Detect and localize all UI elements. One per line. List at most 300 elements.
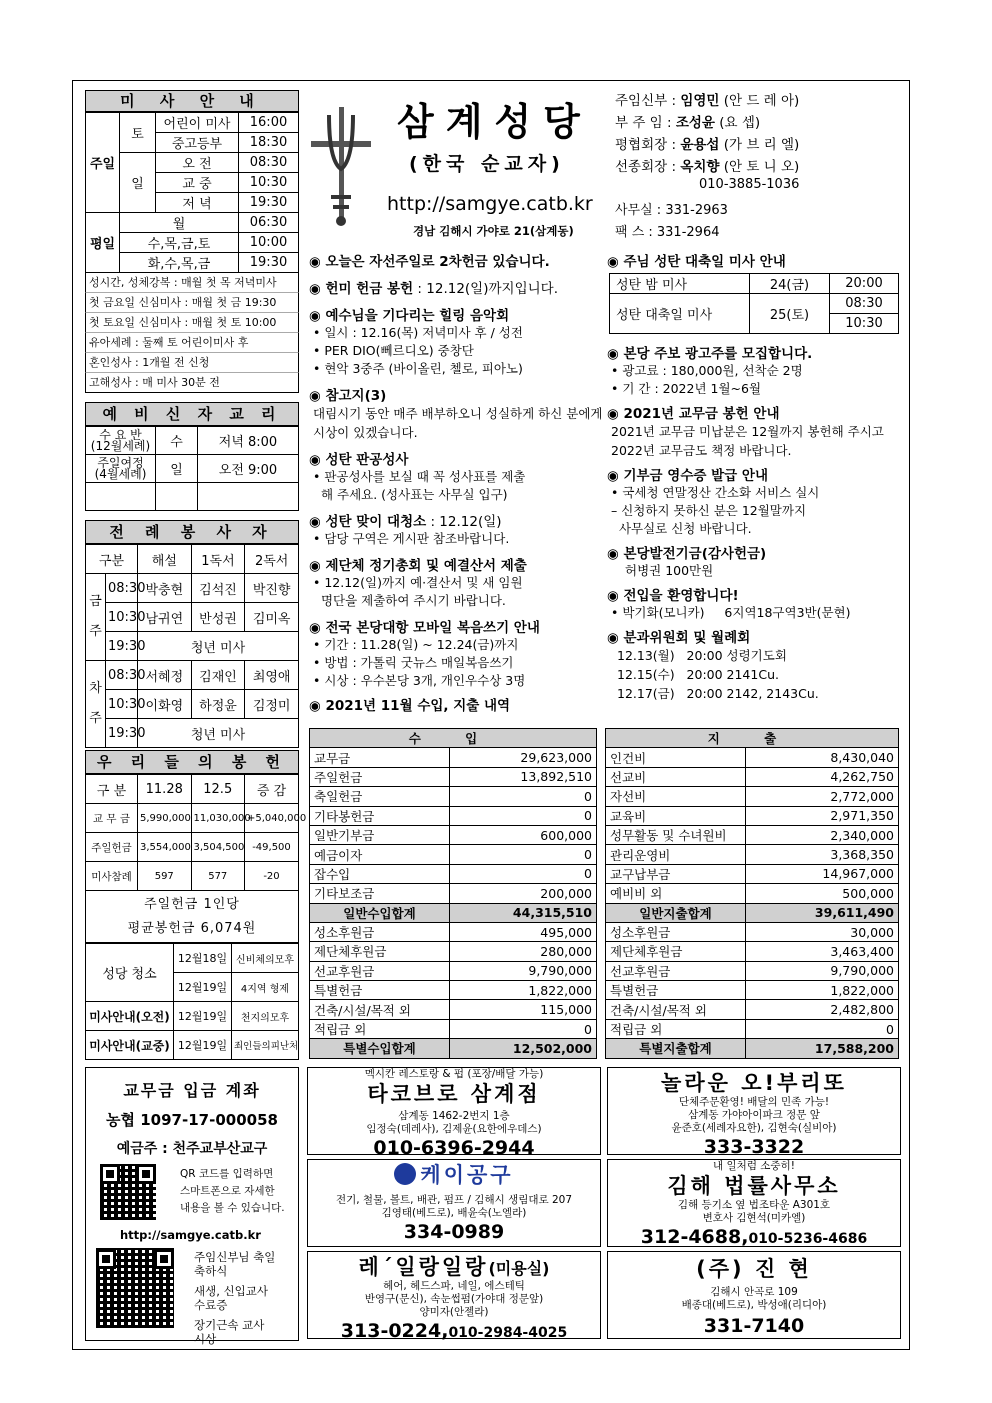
catechism-class — [86, 427, 156, 455]
finance-item: 주일헌금 — [310, 767, 450, 786]
finance-row — [310, 864, 597, 883]
offering-value: 597 — [138, 862, 192, 891]
finance-item: 교무금 — [310, 748, 450, 767]
duty-date: 12월19일 — [174, 973, 232, 1002]
finance-item: 성소후원금 — [310, 922, 450, 941]
offering-row-label: 주일헌금 — [86, 833, 138, 862]
ad-salon — [307, 1251, 601, 1342]
news-heading: ◉ 주님 성탄 대축일 미사 안내 — [607, 254, 786, 270]
cross-logo-icon — [309, 105, 373, 229]
duty-who: 죄인들의피난처 — [232, 1031, 299, 1060]
finance-item: 적립금 외 — [310, 1019, 450, 1038]
church-address: 경남 김해시 가야로 21(삼계동) — [413, 224, 574, 238]
server-time: 08:30 — [106, 661, 138, 690]
servers-col: 구분 — [86, 545, 138, 574]
catechism-class — [86, 455, 156, 483]
mass-name: 중고등부 — [156, 133, 239, 153]
class-sub: (12월세례) — [90, 438, 151, 453]
expense-table — [605, 728, 899, 1059]
finance-amount: 0 — [450, 1019, 597, 1038]
news-item: 12.13(월) 20:00 성령기도회 — [617, 648, 787, 663]
prayer-item: 주임신부님 축일 — [194, 1250, 276, 1264]
offering-value: -49,500 — [245, 833, 299, 862]
duty-date: 12월19일 — [174, 1002, 232, 1031]
news-item: • 기간 : 11.28(일) ~ 12.24(금)까지 — [313, 637, 519, 652]
staff-saint: (가 브 리 엘) — [723, 137, 800, 153]
offering-value: 11,030,000 — [191, 804, 245, 833]
ad-tagline: 멕시칸 레스토랑 & 펍 (포장/배달 가능) — [364, 1068, 544, 1080]
mass-time: 18:30 — [239, 133, 299, 153]
class-name: 주일여정 — [97, 455, 144, 470]
news-item: • 기 간 : 2022년 1월~6월 — [611, 381, 762, 396]
offering-value: +5,040,000 — [245, 804, 299, 833]
finance-item: 자선비 — [606, 787, 746, 806]
account-owner: 예금주 : 천주교부산교구 — [116, 1141, 268, 1157]
server-name: 남귀연 — [138, 603, 192, 632]
staff-role: 주임신부 : — [615, 93, 677, 109]
ad-name-text: 케이공구 — [420, 1163, 514, 1187]
servers-header: 전 례 봉 사 자 — [85, 520, 299, 544]
staff-row — [615, 89, 905, 111]
duty-date: 12월18일 — [174, 944, 232, 973]
finance-row — [310, 1019, 597, 1038]
news-heading: ◉ 2021년 11월 수입, 지출 내역 — [309, 698, 511, 714]
finance-amount: 280,000 — [450, 942, 597, 961]
news-item: 해 주세요. (성사표는 사무실 입구) — [313, 487, 508, 502]
finance-row — [606, 787, 899, 806]
staff-saint: (요 셉) — [719, 115, 761, 131]
prayer-item: 시상 — [194, 1332, 217, 1346]
finance-item: 선교후원금 — [606, 961, 746, 980]
news-heading: ◉ 분과위원회 및 월례회 — [607, 630, 751, 646]
news-item: 12.17(금) 20:00 2142, 2143Cu. — [617, 686, 819, 701]
finance-amount: 600,000 — [450, 825, 597, 844]
news-item: 허병권 100만원 — [625, 563, 714, 578]
news-item: • 현악 3중주 (바이올린, 첼로, 피아노) — [313, 361, 523, 376]
finance-amount: 12,502,000 — [450, 1039, 597, 1058]
xmas-mass-time: 08:30 — [830, 294, 899, 314]
server-name: 서혜정 — [138, 661, 192, 690]
ad-owner: 윤준호(세례자요한), 김현숙(실비아) — [671, 1122, 837, 1134]
offering-col: 11.28 — [138, 775, 192, 804]
finance-amount: 2,340,000 — [746, 825, 899, 844]
news-heading: ◉ 참고지(3) — [309, 388, 387, 404]
finance-item: 건축/시설/목적 외 — [606, 1000, 746, 1019]
ad-name — [308, 1162, 600, 1188]
finance-row — [310, 922, 597, 941]
finance-amount: 17,588,200 — [746, 1039, 899, 1058]
ad-phone: 010-5236-4686 — [748, 1231, 868, 1247]
mass-name: 월 — [120, 213, 239, 233]
empty-cell — [198, 483, 299, 511]
finance-amount: 39,611,490 — [746, 903, 899, 922]
mass-time: 10:00 — [239, 233, 299, 253]
offering-col: 증 감 — [245, 775, 299, 804]
class-name: 수 요 반 — [99, 427, 142, 442]
news-column — [309, 247, 605, 714]
prayer-item: 수료증 — [194, 1298, 228, 1312]
finance-amount: 0 — [450, 787, 597, 806]
ad-phone: 331-7140 — [703, 1315, 805, 1337]
offering-col: 12.5 — [191, 775, 245, 804]
offering-header: 우 리 들 의 봉 헌 — [85, 750, 299, 774]
finance-amount: 3,368,350 — [746, 845, 899, 864]
news-item: • 12.12(일)까지 예·결산서 및 새 임원 — [313, 575, 523, 590]
duty-label: 미사안내(교중) — [86, 1031, 174, 1060]
news-heading: ◉ 오늘은 자선주일로 2차헌금 있습니다. — [309, 254, 550, 270]
sunday-label: 주일 — [86, 113, 120, 213]
mass-name: 교 중 — [156, 173, 239, 193]
finance-amount: 0 — [450, 845, 597, 864]
finance-row — [606, 961, 899, 980]
left-column — [85, 90, 307, 1060]
staff-phone: 010-3885-1036 — [699, 177, 800, 192]
finance-amount: 0 — [450, 864, 597, 883]
finance-item: 예비비 외 — [606, 884, 746, 903]
next-week-label: 차 주 — [86, 661, 106, 748]
news-item: • 방법 : 가톨릭 굿뉴스 매일복음쓰기 — [313, 655, 514, 670]
finance-row — [606, 903, 899, 922]
finance-row — [606, 942, 899, 961]
duty-date: 12월19일 — [174, 1031, 232, 1060]
ad-phone: 010-6396-2944 — [373, 1137, 535, 1159]
finance-item: 건축/시설/목적 외 — [310, 1000, 450, 1019]
prayer-item: 축하식 — [194, 1264, 228, 1278]
mass-time: 19:30 — [239, 193, 299, 213]
news-paragraph: 대림시기 동안 매주 배부하오니 성실하게 하신 분에게 시상이 있겠습니다. — [313, 406, 603, 440]
staff-saint: (안 토 니 오) — [723, 159, 800, 175]
mass-time: 16:00 — [239, 113, 299, 133]
church-title: 삼계성당 — [397, 100, 592, 144]
server-name: 하정윤 — [191, 690, 245, 719]
finance-row — [606, 845, 899, 864]
staff-saint: (안 드 레 아) — [723, 93, 800, 109]
account-title: 교무금 입금 계좌 — [123, 1081, 261, 1100]
finance-amount: 8,430,040 — [746, 748, 899, 767]
duty-table — [85, 943, 299, 1060]
offering-col: 구 분 — [86, 775, 138, 804]
news-heading-title: ◉ 성탄 맞이 대청소 — [309, 514, 427, 530]
finance-item: 일반수입합계 — [310, 903, 450, 922]
news-heading: ◉ 본당발전기금(감사헌금) — [607, 546, 767, 562]
mass-name: 수,목,금,토 — [120, 233, 239, 253]
ad-owner: 배종대(베드로), 박성애(리디아) — [681, 1299, 827, 1311]
ad-line: 반영구(문신), 속눈썹펌(가야대 정문앞) — [364, 1293, 544, 1305]
church-subtitle: (한국 순교자) — [409, 153, 565, 175]
offering-row-label: 미사참례 — [86, 862, 138, 891]
empty-cell — [86, 483, 156, 511]
mass-name: 저 녁 — [156, 193, 239, 213]
xmas-mass-date: 25(토) — [750, 294, 830, 334]
staff-row — [615, 133, 905, 155]
news-item: 명단을 제출하여 주시기 바랍니다. — [313, 593, 506, 608]
news-item: 12.15(수) 20:00 2141Cu. — [617, 667, 779, 682]
finance-row — [310, 961, 597, 980]
finance-row — [310, 825, 597, 844]
finance-item: 기타보조금 — [310, 884, 450, 903]
offering-value: 3,554,000 — [138, 833, 192, 862]
news-heading-detail: : 12.12(일)까지입니다. — [413, 281, 558, 297]
news-paragraph: 2021년 교무금 미납분은 12월까지 봉헌해 주시고 2022년 교무금도 책정 바랍니다. — [611, 424, 884, 458]
finance-amount: 500,000 — [746, 884, 899, 903]
ad-owner: 양미자(안젤라) — [419, 1306, 489, 1318]
finance-row — [310, 767, 597, 786]
duty-label: 미사안내(오전) — [86, 1002, 174, 1031]
finance-row — [310, 981, 597, 1000]
offering-average — [86, 891, 299, 943]
this-week-label: 금 주 — [86, 574, 106, 661]
finance-item: 특별헌금 — [310, 981, 450, 1000]
finance-amount: 2,482,800 — [746, 1000, 899, 1019]
mass-note: 혼인성사 : 1개월 전 신청 — [85, 353, 299, 373]
finance-amount: 2,971,350 — [746, 806, 899, 825]
qr-text: 내용을 볼 수 있습니다. — [180, 1202, 285, 1214]
news-heading-detail: : 12.12(일) — [426, 514, 502, 530]
offering-value: 5,990,000 — [138, 804, 192, 833]
mass-time: 08:30 — [239, 153, 299, 173]
income-header: 수 입 — [310, 729, 597, 748]
church-url: http://samgye.catb.kr — [387, 193, 593, 215]
finance-row — [606, 981, 899, 1000]
account-box — [85, 1067, 299, 1346]
finance-amount: 30,000 — [746, 922, 899, 941]
finance-item: 성무활동 및 수녀원비 — [606, 825, 746, 844]
xmas-mass-name: 성탄 밤 미사 — [610, 274, 750, 294]
server-time: 10:30 — [106, 690, 138, 719]
server-time: 19:30 — [106, 719, 138, 748]
fax-number: 팩 스 : 331-2964 — [615, 225, 720, 240]
empty-cell — [156, 483, 198, 511]
finance-amount: 495,000 — [450, 922, 597, 941]
ad-line: 삼계동 가야아이파크 정문 앞 — [688, 1109, 820, 1121]
news-heading-title: ◉ 헌미 헌금 봉헌 — [309, 281, 414, 297]
staff-name: 임영민 — [680, 93, 720, 109]
finance-row — [606, 884, 899, 903]
mass-time: 19:30 — [239, 253, 299, 273]
ad-owner: 임정숙(데레사), 김제윤(요한에우데스) — [366, 1123, 542, 1135]
average-value: 평균봉헌금 6,074원 — [127, 920, 257, 936]
finance-row — [310, 903, 597, 922]
finance-row — [606, 748, 899, 767]
news-heading — [309, 277, 605, 297]
class-day: 일 — [156, 455, 198, 483]
qr-code-icon — [100, 1164, 156, 1220]
news-heading — [309, 510, 605, 530]
qr-text: QR 코드를 입력하면 — [180, 1168, 274, 1180]
finance-row — [310, 942, 597, 961]
servers-col: 2독서 — [245, 545, 299, 574]
finance-amount: 14,967,000 — [746, 864, 899, 883]
news-heading: ◉ 전국 본당대항 모바일 복음쓰기 안내 — [309, 620, 540, 636]
news-item: • 담당 구역은 게시판 참조바랍니다. — [313, 531, 510, 546]
ad-kei-tools — [307, 1159, 601, 1247]
ad-line: 김해 등기소 옆 법조타운 A301호 — [677, 1199, 831, 1211]
news-heading: ◉ 예수님을 기다리는 힐링 음악회 — [309, 308, 510, 324]
finance-amount: 200,000 — [450, 884, 597, 903]
finance-row — [310, 1039, 597, 1058]
mass-name: 오 전 — [156, 153, 239, 173]
mass-note: 고해성사 : 매 미사 30분 전 — [85, 373, 299, 393]
finance-amount: 44,315,510 — [450, 903, 597, 922]
news-heading: ◉ 성탄 판공성사 — [309, 452, 409, 468]
server-name: 박진향 — [245, 574, 299, 603]
christmas-mass-table — [609, 273, 899, 334]
weekday-label: 평일 — [86, 213, 120, 273]
finance-item: 예금이자 — [310, 845, 450, 864]
account-number: 농협 1097-17-000058 — [106, 1111, 278, 1129]
ad-phone: 333-3322 — [703, 1136, 805, 1158]
duty-who: 4지역 형제 — [232, 973, 299, 1002]
server-name: 청년 미사 — [138, 632, 299, 661]
finance-item: 기타봉헌금 — [310, 806, 450, 825]
duty-label: 성당 청소 — [86, 944, 174, 1002]
staff-name: 옥치향 — [680, 159, 720, 175]
ad-owner: 김영태(베드로), 배윤숙(노엘라) — [381, 1207, 527, 1219]
staff-name: 윤용섭 — [680, 137, 720, 153]
sat-label: 토 — [120, 113, 156, 153]
finance-item: 인건비 — [606, 748, 746, 767]
finance-item: 선교비 — [606, 767, 746, 786]
average-label: 주일헌금 1인당 — [144, 896, 240, 912]
finance-item: 교구납부금 — [606, 864, 746, 883]
office-phone: 사무실 : 331-2963 — [615, 203, 728, 218]
news-item: 사무실로 신청 바랍니다. — [611, 521, 752, 536]
finance-row — [606, 1019, 899, 1038]
mass-note: 첫 금요일 신심미사 : 매월 첫 금 19:30 — [85, 293, 299, 313]
server-time: 10:30 — [106, 603, 138, 632]
ad-name: 김해 법률사무소 — [667, 1174, 841, 1198]
news-item: – 신청하지 못하신 분은 12월말까지 — [611, 503, 807, 518]
prayer-list — [194, 1250, 275, 1346]
offering-value: 577 — [191, 862, 245, 891]
finance-amount: 9,790,000 — [450, 961, 597, 980]
finance-row — [310, 806, 597, 825]
xmas-mass-date: 24(금) — [750, 274, 830, 294]
staff-list — [615, 89, 905, 243]
ad-law-office — [607, 1159, 901, 1247]
qr-code-icon — [96, 1248, 174, 1328]
finance-amount: 0 — [746, 1019, 899, 1038]
expense-header: 지 출 — [606, 729, 899, 748]
ad-tagline: 내 일처럼 소중히! — [713, 1160, 795, 1172]
finance-amount: 13,892,510 — [450, 767, 597, 786]
news-heading: ◉ 본당 주보 광고주를 모집합니다. — [607, 346, 813, 362]
finance-item: 잡수입 — [310, 864, 450, 883]
news-heading: ◉ 제단체 정기총회 및 예결산서 제출 — [309, 558, 527, 574]
news-item: • 국세청 연말정산 간소화 서비스 실시 — [611, 485, 820, 500]
ad-phone: 010-2984-4025 — [448, 1325, 568, 1341]
xmas-mass-time: 10:30 — [830, 314, 899, 334]
bulletin-page — [72, 80, 910, 1350]
mass-time: 10:30 — [239, 173, 299, 193]
finance-row — [606, 864, 899, 883]
ad-phone: 313-0224, — [340, 1320, 449, 1342]
offering-value: -20 — [245, 862, 299, 891]
finance-item: 제단체후원금 — [310, 942, 450, 961]
finance-item: 일반기부금 — [310, 825, 450, 844]
finance-row — [606, 806, 899, 825]
mass-note: 첫 토요일 신심미사 : 매월 첫 토 10:00 — [85, 313, 299, 333]
ad-name — [308, 1254, 600, 1280]
server-name: 김정미 — [245, 690, 299, 719]
ad-address: 삼계동 1462-2번지 1층 — [398, 1110, 510, 1122]
qr-text: 스마트폰으로 자세한 — [180, 1185, 275, 1197]
finance-amount: 0 — [450, 806, 597, 825]
globe-icon — [394, 1163, 416, 1185]
finance-row — [606, 767, 899, 786]
class-day: 수 — [156, 427, 198, 455]
ad-line: 단체주문환영! 배달의 민족 가능! — [678, 1096, 830, 1108]
news-item: • 시상 : 우수본당 3개, 개인우수상 3명 — [313, 673, 526, 688]
xmas-mass-name: 성탄 대축일 미사 — [610, 294, 750, 334]
prayer-item: 새생, 신입교사 — [194, 1284, 268, 1298]
news-item: • 일시 : 12.16(목) 저녁미사 후 / 성전 — [313, 325, 523, 340]
ad-burrito — [607, 1067, 901, 1158]
sun-label: 일 — [120, 153, 156, 213]
finance-row — [310, 787, 597, 806]
finance-item: 특별수입합계 — [310, 1039, 450, 1058]
staff-name: 조성윤 — [675, 115, 715, 131]
account-url: http://samgye.catb.kr — [120, 1228, 261, 1242]
offering-row-label: 교 무 금 — [86, 804, 138, 833]
servers-col: 해설 — [138, 545, 192, 574]
finance-row — [606, 1039, 899, 1058]
finance-row — [606, 922, 899, 941]
finance-amount: 2,772,000 — [746, 787, 899, 806]
prayer-item: 장기근속 교사 — [194, 1318, 265, 1332]
ad-phone: 334-0989 — [403, 1221, 505, 1243]
finance-amount: 115,000 — [450, 1000, 597, 1019]
class-sub: (4월세례) — [94, 466, 147, 481]
finance-row — [310, 748, 597, 767]
catechism-header: 예 비 신 자 교 리 — [85, 402, 299, 426]
finance-item: 성소후원금 — [606, 922, 746, 941]
ad-phone: 312-4688, — [640, 1226, 749, 1248]
server-name: 청년 미사 — [138, 719, 299, 748]
ad-line: 전기, 철물, 볼트, 배관, 펌프 / 김해시 생림대로 207 — [335, 1194, 573, 1206]
ad-line: 헤어, 헤드스파, 네일, 에스테틱 — [383, 1280, 525, 1292]
class-time: 저녁 8:00 — [198, 427, 299, 455]
finance-item: 축일헌금 — [310, 787, 450, 806]
finance-row — [310, 845, 597, 864]
ad-phone-line — [608, 1225, 900, 1249]
xmas-mass-time: 20:00 — [830, 274, 899, 294]
news-column-right — [607, 247, 903, 703]
ad-name: 타코브로 삼계점 — [367, 1082, 541, 1106]
news-item: • PER DIO(뻬르디오) 중창단 — [313, 343, 474, 358]
mass-table — [85, 112, 299, 273]
news-heading: ◉ 전입을 환영합니다! — [607, 588, 739, 604]
server-name: 김석진 — [191, 574, 245, 603]
finance-item: 특별지출합계 — [606, 1039, 746, 1058]
ad-owner: 변호사 김현석(미카엘) — [702, 1212, 806, 1224]
duty-who: 신비체의모후 — [232, 944, 299, 973]
server-name: 최영애 — [245, 661, 299, 690]
offering-value: 3,504,500 — [191, 833, 245, 862]
ad-name: (주) 진 현 — [696, 1257, 812, 1281]
duty-who: 천지의모후 — [232, 1002, 299, 1031]
news-item: • 광고료 : 180,000원, 선착순 2명 — [611, 363, 803, 378]
income-table — [309, 728, 597, 1059]
finance-row — [310, 884, 597, 903]
ad-taco — [307, 1067, 601, 1159]
finance-item: 관리운영비 — [606, 845, 746, 864]
finance-item: 적립금 외 — [606, 1019, 746, 1038]
ad-name: 놀라운 오!부리또 — [661, 1071, 847, 1095]
staff-row — [615, 111, 905, 133]
finance-item: 선교후원금 — [310, 961, 450, 980]
finance-amount: 4,262,750 — [746, 767, 899, 786]
